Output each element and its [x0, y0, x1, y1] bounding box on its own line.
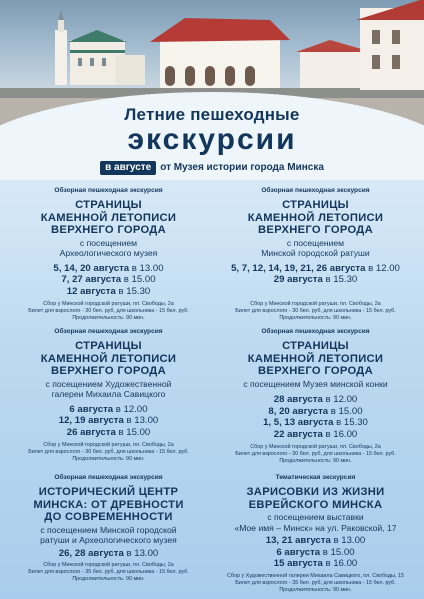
- date-line: 12 августа в 15.30: [66, 285, 151, 297]
- tour-title: ИСТОРИЧЕСКИЙ ЦЕНТР МИНСКА: ОТ ДРЕВНОСТИ ДО СОВРЕМЕННОСТИ: [33, 486, 184, 523]
- date-line: 1, 5, 13 августа в 15.30: [263, 417, 368, 428]
- tour-type: Обзорная пешеходная экскурсия: [54, 187, 163, 194]
- tour-dates: [213, 394, 418, 440]
- tour-card: [213, 327, 418, 465]
- tour-dates: [6, 263, 211, 298]
- tour-type: Обзорная пешеходная экскурсия: [261, 187, 370, 194]
- tour-type: Обзорная пешеходная экскурсия: [261, 328, 370, 335]
- tour-info: Сбор у Минской городской ратуши, пл. Свободы, 2а Билет для взрослого - 35 бел. руб, для школьника - 15 бел. руб. Продолжительность: 90 мин.: [28, 562, 189, 582]
- date-line: 26 августа в 15.00: [66, 426, 151, 438]
- date-line: 29 августа в 15.30: [273, 274, 358, 285]
- date-line: 8, 20 августа в 15.00: [268, 405, 363, 417]
- tour-type: Обзорная пешеходная экскурсия: [54, 328, 163, 335]
- tour-visit: с посещением выставки «Мое имя – Минск» на ул. Раковской, 17: [234, 512, 397, 533]
- tour-title: СТРАНИЦЫ КАМЕННОЙ ЛЕТОПИСИ ВЕРХНЕГО ГОРОДА: [247, 199, 384, 236]
- tour-dates: [6, 404, 211, 439]
- poster-header: [0, 106, 424, 175]
- date-line: 5, 7, 12, 14, 19, 21, 26 августа в 12.00: [231, 262, 400, 274]
- tour-info: Сбор у Минской городской ратуши, пл. Свободы, 2а Билет для взрослого - 30 бел. руб, для школьника - 15 бел. руб. Продолжительность: 90 мин.: [235, 444, 396, 464]
- header-title-line1: Летние пешеходные: [124, 105, 300, 124]
- tour-type: Обзорная пешеходная экскурсия: [54, 474, 163, 481]
- tour-dates: [213, 263, 418, 286]
- tour-visit: с посещением Археологического музея: [59, 237, 158, 258]
- tour-visit: с посещением Минской городской ратуши: [261, 237, 370, 258]
- tour-card: [6, 186, 211, 322]
- date-line: 22 августа в 16.00: [273, 428, 358, 440]
- header-title-line2: экскурсии: [127, 123, 297, 156]
- header-subtitle: [0, 161, 424, 175]
- month-tag: в августе: [100, 161, 156, 175]
- tour-title: СТРАНИЦЫ КАМЕННОЙ ЛЕТОПИСИ ВЕРХНЕГО ГОРОДА: [247, 340, 384, 377]
- tour-card: [213, 473, 418, 594]
- museum-label: от Музея истории города Минска: [160, 162, 324, 173]
- tour-card: [6, 473, 211, 583]
- tour-visit: с посещением Музея минской конки: [243, 378, 388, 389]
- tour-visit: с посещением Минской городской ратуши и Археологического музея: [40, 524, 177, 545]
- tour-info: Сбор у Минской городской ратуши, пл. Свободы, 2а Билет для взрослого - 30 бел. руб, для школьника - 15 бел. руб. Продолжительность: 90 мин.: [28, 301, 189, 321]
- tour-title: СТРАНИЦЫ КАМЕННОЙ ЛЕТОПИСИ ВЕРХНЕГО ГОРОДА: [40, 340, 177, 377]
- date-line: 5, 14, 20 августа в 13.00: [53, 262, 164, 274]
- tour-dates: [213, 535, 418, 570]
- tour-type: Тематическая экскурсия: [275, 474, 356, 481]
- tour-visit: с посещением Художественной галереи Михаила Савицкого: [45, 378, 172, 399]
- date-line: 26, 28 августа в 13.00: [58, 547, 159, 559]
- date-line: 12, 19 августа в 13.00: [58, 415, 159, 426]
- tour-info: Сбор у Минской городской ратуши, пл. Свободы, 2а Билет для взрослого - 30 бел. руб, для школьника - 15 бел. руб. Продолжительность: 90 мин.: [28, 442, 189, 462]
- date-line: 28 августа в 12.00: [273, 394, 358, 405]
- tour-card: [6, 327, 211, 463]
- date-line: 7, 27 августа в 15.00: [61, 274, 156, 285]
- date-line: 6 августа в 12.00: [69, 403, 148, 415]
- tour-title: СТРАНИЦЫ КАМЕННОЙ ЛЕТОПИСИ ВЕРХНЕГО ГОРОДА: [40, 199, 177, 236]
- date-line: 6 августа в 15.00: [276, 546, 355, 558]
- date-line: 13, 21 августа в 13.00: [265, 535, 366, 546]
- tour-info: Сбор у Минской городской ратуши, пл. Свободы, 2а Билет для взрослого - 30 бел. руб, для школьника - 15 бел. руб. Продолжительность: 90 мин.: [235, 300, 396, 321]
- tour-dates: [6, 548, 211, 560]
- tour-title: ЗАРИСОВКИ ИЗ ЖИЗНИ ЕВРЕЙСКОГО МИНСКА: [246, 486, 385, 511]
- tour-card: [213, 186, 418, 322]
- tour-info: Сбор у Художественной галереи Михаила Савицкого, пл. Свободы, 15 Билет для взрослого - 35 бел. руб, для школьника - 15 бел. руб. Продолжительность: 90 мин.: [227, 572, 404, 593]
- date-line: 15 августа в 16.00: [273, 558, 358, 569]
